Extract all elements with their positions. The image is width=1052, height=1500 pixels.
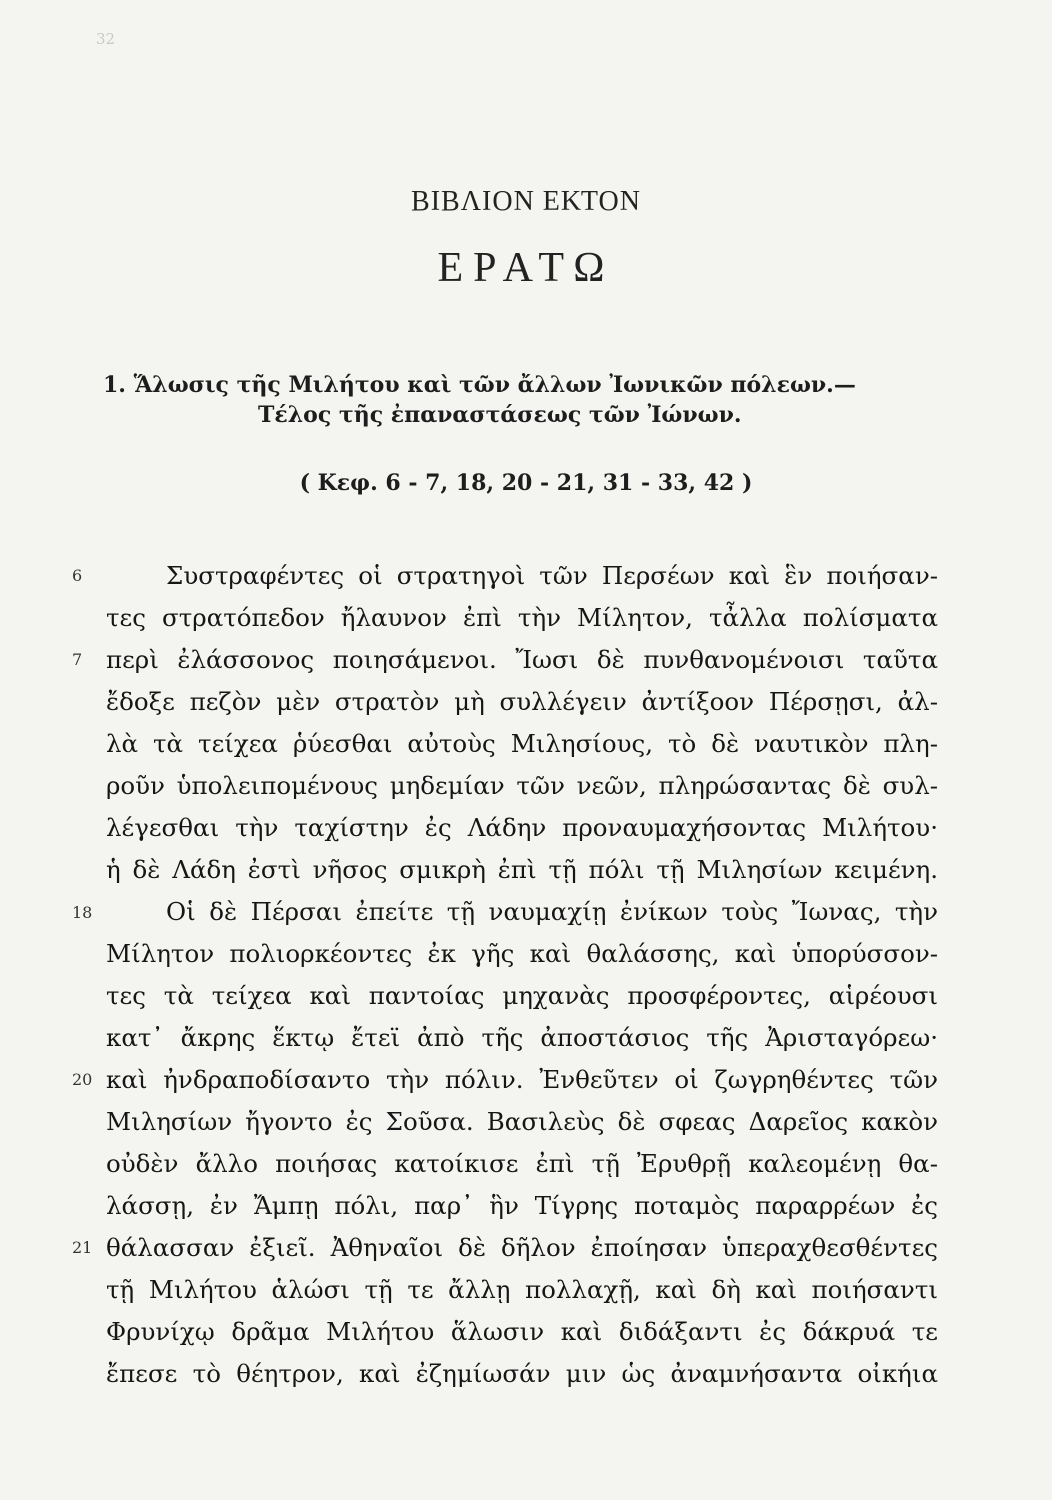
chapter-references: ( Κεφ. 6 - 7, 18, 20 - 21, 31 - 33, 42 ) xyxy=(299,470,753,496)
margin-number: 6 xyxy=(72,566,83,585)
text-line: λάσσῃ, ἐν Ἄμπῃ πόλι, παρ᾽ ἣν Τίγρης ποταμὸς παραρρέων ἐς xyxy=(106,1191,938,1220)
book-title: ΒΙΒΛΙΟΝ ΕΚΤΟΝ xyxy=(411,186,641,217)
margin-number: 21 xyxy=(72,1238,93,1257)
text-line: κατ᾽ ἄκρης ἕκτῳ ἔτεϊ ἀπὸ τῆς ἀποστάσιος τῆς Ἀρισταγόρεω· xyxy=(106,1023,938,1052)
text-line: ἔδοξε πεζὸν μὲν στρατὸν μὴ συλλέγειν ἀντίξοον Πέρσῃσι, ἀλ- xyxy=(106,687,938,716)
text-line: θάλασσαν ἐξιεῖ. Ἀθηναῖοι δὲ δῆλον ἐποίησαν ὑπεραχθεσθέντες xyxy=(106,1233,938,1262)
text-line: καὶ ἠνδραποδίσαντο τὴν πόλιν. Ἐνθεῦτεν οἱ ζωγρηθέντες τῶν xyxy=(106,1065,938,1094)
text-line: περὶ ἐλάσσονος ποιησάμενοι. Ἴωσι δὲ πυνθανομένοισι ταῦτα xyxy=(106,645,938,674)
text-line: λὰ τὰ τείχεα ῥύεσθαι αὐτοὺς Μιλησίους, τὸ δὲ ναυτικὸν πλη- xyxy=(106,729,938,758)
text-line: οὐδὲν ἄλλο ποιήσας κατοίκισε ἐπὶ τῇ Ἐρυθρῇ καλεομένῃ θα- xyxy=(106,1149,938,1178)
text-line: ἔπεσε τὸ θέητρον, καὶ ἐζημίωσάν μιν ὡς ἀναμνήσαντα οἰκήια xyxy=(106,1359,938,1388)
margin-number: 18 xyxy=(72,903,93,922)
text-line: λέγεσθαι τὴν ταχίστην ἐς Λάδην προναυμαχήσοντας Μιλήτου· xyxy=(106,813,938,842)
margin-number: 7 xyxy=(72,650,83,669)
text-line: Φρυνίχῳ δρᾶμα Μιλήτου ἅλωσιν καὶ διδάξαντι ἐς δάκρυά τε xyxy=(106,1317,938,1346)
text-line: Μίλητον πολιορκέοντες ἐκ γῆς καὶ θαλάσσης, καὶ ὑπορύσσον- xyxy=(106,939,938,968)
page-number: 32 xyxy=(96,30,116,48)
section-heading-line-1: 1. Ἅλωσις τῆς Μιλήτου καὶ τῶν ἄλλων Ἰωνικῶν πόλεων.— xyxy=(103,372,856,398)
text-line: Οἱ δὲ Πέρσαι ἐπείτε τῇ ναυμαχίῃ ἐνίκων τοὺς Ἴωνας, τὴν xyxy=(166,897,938,926)
section-heading-line-2: Τέλος τῆς ἐπαναστάσεως τῶν Ἰώνων. xyxy=(258,402,742,428)
text-line: τες τὰ τείχεα καὶ παντοίας μηχανὰς προσφέροντες, αἱρέουσι xyxy=(106,981,938,1010)
text-line: ἡ δὲ Λάδη ἐστὶ νῆσος σμικρὴ ἐπὶ τῇ πόλι τῇ Μιλησίων κειμένη. xyxy=(106,855,938,884)
text-line: τες στρατόπεδον ἤλαυνον ἐπὶ τὴν Μίλητον, τἆλλα πολίσματα xyxy=(106,603,938,632)
text-line: ροῦν ὑπολειπομένους μηδεμίαν τῶν νεῶν, πληρώσαντας δὲ συλ- xyxy=(106,771,938,800)
text-line: Μιλησίων ἤγοντο ἐς Σοῦσα. Βασιλεὺς δὲ σφεας Δαρεῖος κακὸν xyxy=(106,1107,938,1136)
book-name: ΕΡΑΤΩ xyxy=(437,245,615,291)
margin-number: 20 xyxy=(72,1070,93,1089)
text-line: τῇ Μιλήτου ἁλώσι τῇ τε ἄλλῃ πολλαχῇ, καὶ δὴ καὶ ποιήσαντι xyxy=(106,1275,938,1304)
text-line: Συστραφέντες οἱ στρατηγοὶ τῶν Περσέων καὶ ἓν ποιήσαν- xyxy=(166,561,938,590)
